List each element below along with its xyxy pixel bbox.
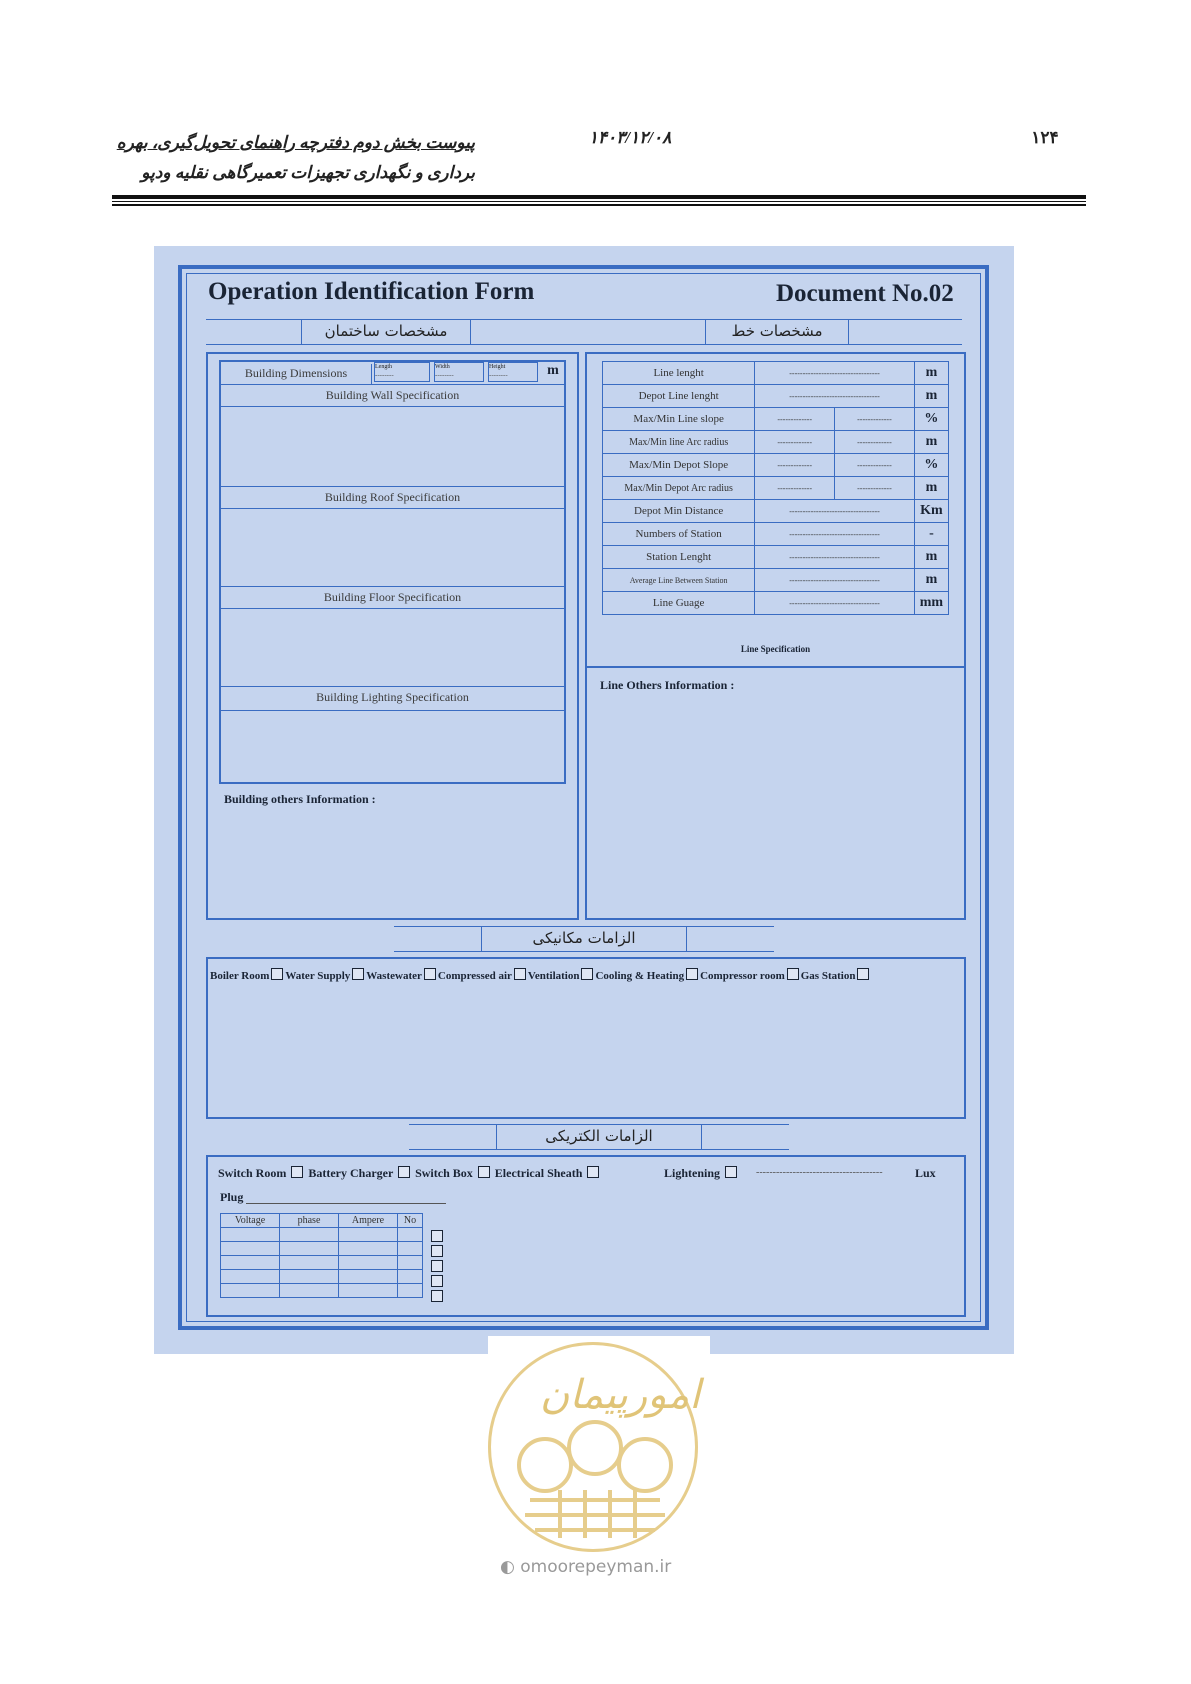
mechanical-item [801,970,872,982]
line-spec-value[interactable]: ---------------------------------- [755,500,915,523]
divider [686,926,687,952]
mechanical-checkbox[interactable] [581,968,593,980]
line-spec-value-max[interactable]: ------------- [755,454,835,477]
plug-cell[interactable] [398,1228,423,1242]
length-field[interactable] [374,362,430,382]
plug-checkbox[interactable] [431,1260,443,1272]
divider [585,666,966,668]
line-spec-label: Average Line Between Station [603,569,755,592]
line-spec-unit: m [914,477,948,500]
mechanical-checkbox[interactable] [787,968,799,980]
line-spec-label: Station Lenght [603,546,755,569]
line-spec-value[interactable]: ---------------------------------- [755,523,915,546]
line-spec-value-max[interactable]: ------------- [755,408,835,431]
line-spec-label: Max/Min Depot Arc radius [603,477,755,500]
plug-header-voltage: Voltage [221,1214,280,1228]
line-spec-value-max[interactable]: ------------- [755,431,835,454]
plug-cell[interactable] [398,1270,423,1284]
line-spec-row [603,362,949,385]
lighting-spec-field[interactable] [221,712,564,782]
electrical-checkbox[interactable] [478,1166,490,1178]
lightening-checkbox[interactable] [725,1166,737,1178]
mechanical-item-label: Compressor room [700,970,785,982]
electrical-item [218,1166,308,1180]
plug-cell[interactable] [221,1256,280,1270]
mechanical-item [528,970,596,982]
line-spec-value[interactable]: ---------------------------------- [755,592,915,615]
length-header: Length [375,364,392,370]
line-spec-unit: % [914,454,948,477]
watermark-url-text: omoorepeyman.ir [520,1557,672,1577]
plug-cell[interactable] [280,1242,339,1256]
width-value: -------- [435,371,454,379]
watermark-gears-icon [500,1420,690,1540]
divider [705,319,706,345]
plug-table [220,1213,423,1298]
plug-cell[interactable] [221,1228,280,1242]
plug-cell[interactable] [221,1284,280,1298]
header-rule [112,201,1086,202]
divider [394,951,774,952]
line-spec-row [603,500,949,523]
mechanical-item [210,970,285,982]
plug-checkbox[interactable] [431,1230,443,1242]
divider [470,319,471,345]
electrical-item-label: Switch Room [218,1166,287,1180]
building-others-label: Building others Information : [224,792,376,806]
building-dimensions-label: Building Dimensions [221,364,372,384]
divider [221,586,564,587]
line-spec-row [603,477,949,500]
line-spec-unit: Km [914,500,948,523]
plug-header-no: No [398,1214,423,1228]
mechanical-item [366,970,438,982]
divider [221,608,564,609]
header-rule [112,195,1086,199]
line-spec-value-min[interactable]: ------------- [835,454,915,477]
height-header: Height [489,364,506,370]
divider [701,1124,702,1150]
line-spec-unit: % [914,408,948,431]
plug-checkboxes [431,1230,445,1305]
height-field[interactable] [488,362,538,382]
electrical-item [415,1166,495,1180]
electrical-section-title: الزامات الکتریکی [545,1127,653,1145]
line-spec-row [603,546,949,569]
roof-spec-field[interactable] [221,510,564,584]
header-title-line1: پیوست بخش دوم دفترچه راهنمای تحویل‌گیری، بهره [116,133,475,152]
divider [221,508,564,509]
document-number: Document No.02 [776,280,954,307]
line-spec-row [603,523,949,546]
mechanical-item-label: Water Supply [285,970,351,982]
divider [301,319,302,345]
dimension-unit: m [547,363,559,378]
divider [481,926,482,952]
line-spec-unit: m [914,431,948,454]
form-title: Operation Identification Form [208,278,535,305]
electrical-item [495,1166,602,1180]
lux-field[interactable]: -------------------------------------- [756,1167,883,1178]
height-value: -------- [489,371,508,379]
plug-header-ampere: Ampere [339,1214,398,1228]
line-section-title: مشخصات خط [731,322,823,340]
electrical-item-label: Switch Box [415,1166,473,1180]
line-spec-label: Numbers of Station [603,523,755,546]
header-date: ۱۴۰۳/۱۲/۰۸ [588,128,672,147]
building-section-title: مشخصات ساختمان [324,322,448,340]
line-spec-value[interactable]: ---------------------------------- [755,385,915,408]
line-spec-unit: m [914,385,948,408]
roof-spec-label: Building Roof Specification [324,490,461,504]
plug-label: Plug [220,1190,244,1204]
plug-cell[interactable] [339,1284,398,1298]
mechanical-checklist [210,968,871,982]
building-dimensions-row [221,362,564,384]
mechanical-checkbox[interactable] [424,968,436,980]
line-spec-label: Max/Min Line slope [603,408,755,431]
plug-cell[interactable] [339,1242,398,1256]
plug-row [221,1242,423,1256]
line-spec-unit: m [914,569,948,592]
mechanical-item [595,970,700,982]
lighting-spec-label: Building Lighting Specification [316,690,469,704]
plug-checkbox[interactable] [431,1275,443,1287]
floor-spec-label: Building Floor Specification [323,590,462,604]
line-spec-row [603,592,949,615]
watermark-logo-text: امورپیمان [540,1372,701,1418]
mechanical-notes-field[interactable] [210,988,960,1114]
line-spec-label: Max/Min line Arc radius [603,431,755,454]
floor-spec-field[interactable] [221,610,564,684]
mechanical-item-label: Wastewater [366,970,422,982]
mechanical-checkbox[interactable] [352,968,364,980]
width-header: Width [435,364,450,370]
width-field[interactable] [434,362,484,382]
lux-unit: Lux [915,1166,936,1180]
plug-header-phase: phase [280,1214,339,1228]
line-spec-caption: Line Specification [740,644,811,654]
electrical-checkbox[interactable] [587,1166,599,1178]
mechanical-checkbox[interactable] [271,968,283,980]
line-spec-value[interactable]: ---------------------------------- [755,546,915,569]
plug-cell[interactable] [398,1284,423,1298]
plug-cell[interactable] [221,1270,280,1284]
line-spec-value[interactable]: ---------------------------------- [755,569,915,592]
line-spec-label: Depot Line lenght [603,385,755,408]
mechanical-item [285,970,366,982]
header-title-line2: برداری و نگهداری تجهیزات تعمیرگاهی نقلیه ودپو [141,163,475,182]
plug-checkbox[interactable] [431,1245,443,1257]
mechanical-item-label: Ventilation [527,970,580,982]
line-spec-value-min[interactable]: ------------- [835,477,915,500]
electrical-item-label: Electrical Sheath [494,1166,583,1180]
plug-cell[interactable] [339,1228,398,1242]
mechanical-item-label: Compressed air [437,970,512,982]
plug-cell[interactable] [398,1256,423,1270]
electrical-checkbox[interactable] [291,1166,303,1178]
plug-cell[interactable] [339,1270,398,1284]
mechanical-checkbox[interactable] [514,968,526,980]
plug-cell[interactable] [339,1256,398,1270]
line-spec-label: Depot Min Distance [603,500,755,523]
line-spec-unit: m [914,546,948,569]
header-rule [112,204,1086,206]
line-others-label: Line Others Information : [600,678,735,692]
mechanical-checkbox[interactable] [857,968,869,980]
divider [221,486,564,487]
mechanical-item-label: Boiler Room [210,970,270,982]
mechanical-checkbox[interactable] [686,968,698,980]
line-spec-value-min[interactable]: ------------- [835,408,915,431]
line-spec-row [603,454,949,477]
line-spec-unit: - [914,523,948,546]
line-spec-row [603,431,949,454]
plug-cell[interactable] [280,1256,339,1270]
mechanical-item-label: Gas Station [800,970,856,982]
line-spec-row [603,385,949,408]
plug-cell[interactable] [280,1228,339,1242]
divider [221,710,564,711]
mechanical-section-title: الزامات مکانیکی [532,929,636,947]
plug-cell[interactable] [221,1242,280,1256]
length-value: -------- [375,371,394,379]
line-spec-table [602,361,949,615]
divider [394,926,774,927]
line-spec-unit: m [914,362,948,385]
plug-cell[interactable] [398,1242,423,1256]
wall-spec-label: Building Wall Specification [325,388,460,402]
line-spec-unit: mm [914,592,948,615]
mechanical-item [438,970,528,982]
lightening-label: Lightening [664,1166,721,1180]
line-spec-label: Max/Min Depot Slope [603,454,755,477]
divider [409,1149,789,1150]
electrical-item-label: Battery Charger [308,1166,394,1180]
divider [221,384,564,385]
line-others-field[interactable] [592,694,960,916]
line-spec-row [603,569,949,592]
divider [246,1203,446,1204]
electrical-item [308,1166,415,1180]
divider [848,319,849,345]
building-others-field[interactable] [222,808,572,916]
electrical-checkbox[interactable] [398,1166,410,1178]
plug-cell[interactable] [280,1270,339,1284]
line-spec-label: Line Guage [603,592,755,615]
plug-row [221,1270,423,1284]
plug-row [221,1256,423,1270]
document-header-title [115,128,475,188]
divider [221,406,564,407]
divider [496,1124,497,1150]
divider [409,1124,789,1125]
line-spec-value[interactable]: ---------------------------------- [755,362,915,385]
divider [221,686,564,687]
page-number: ۱۲۴ [1031,128,1059,147]
line-spec-value-max[interactable]: ------------- [755,477,835,500]
plug-row [221,1228,423,1242]
watermark-url: ◐ omoorepeyman.ir [500,1557,672,1577]
lightening-item [664,1166,739,1181]
line-spec-label: Line lenght [603,362,755,385]
wall-spec-field[interactable] [221,408,564,485]
electrical-checklist [218,1166,601,1181]
line-spec-row [603,408,949,431]
plug-cell[interactable] [280,1284,339,1298]
mechanical-item [700,970,801,982]
plug-row [221,1284,423,1298]
line-spec-value-min[interactable]: ------------- [835,431,915,454]
plug-checkbox[interactable] [431,1290,443,1302]
mechanical-item-label: Cooling & Heating [595,970,685,982]
